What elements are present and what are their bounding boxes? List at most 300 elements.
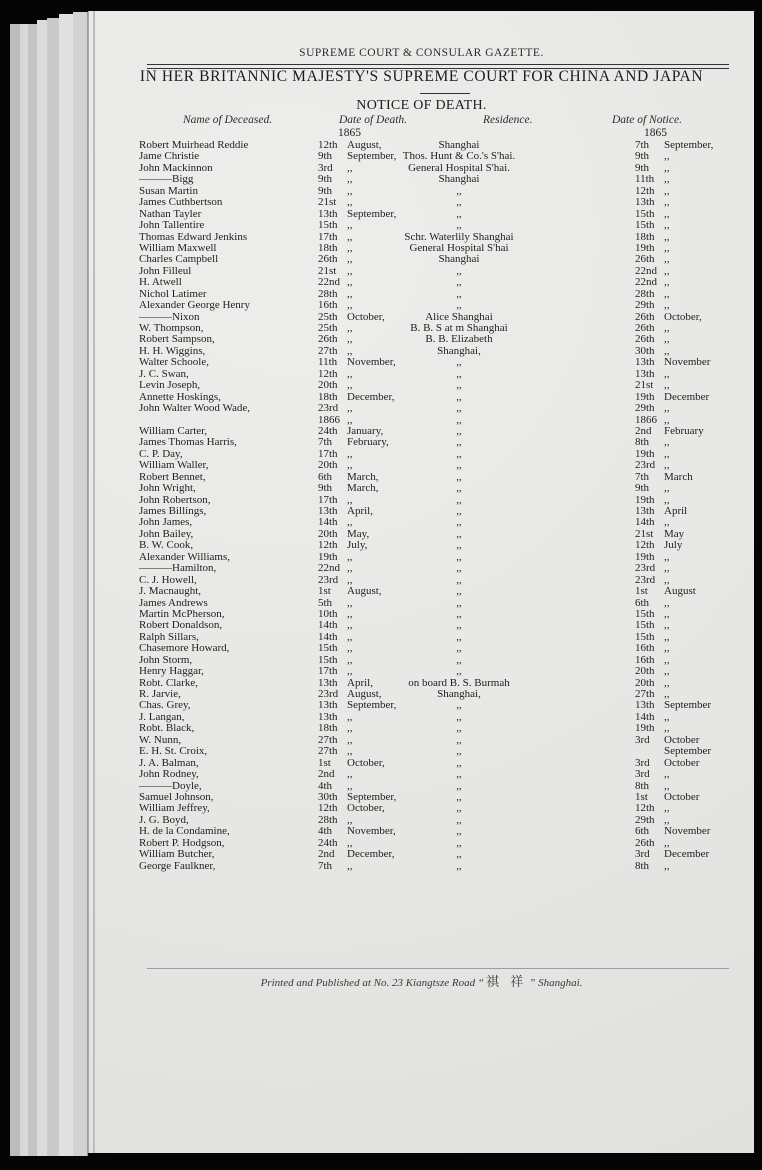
deceased-name: William Waller, [139, 459, 209, 472]
death-day: 18th [318, 722, 338, 735]
death-day: 5th [318, 596, 333, 609]
notice-month: December [664, 848, 710, 861]
page-edge [73, 12, 88, 1156]
notice-month: ,, [664, 367, 670, 380]
notice-month: ,, [664, 150, 670, 163]
notice-day: 19th [635, 493, 655, 506]
residence: ,, [456, 207, 462, 220]
deceased-name: John Rodney, [139, 768, 199, 781]
death-day: 18th [318, 241, 338, 254]
table-row [89, 723, 754, 734]
deceased-name: Henry Haggar, [139, 665, 204, 678]
deceased-name: H. Atwell [139, 276, 182, 289]
death-month: ,, [347, 619, 353, 632]
death-day: 27th [318, 745, 338, 758]
death-month: ,, [347, 230, 353, 243]
death-day: 30th [318, 790, 338, 803]
deceased-name: Chasemore Howard, [139, 642, 230, 655]
death-day: 1st [318, 756, 331, 769]
residence: ,, [456, 219, 462, 232]
deceased-name: Robert Donaldson, [139, 619, 223, 632]
residence: ,, [456, 390, 462, 403]
residence: Alice Shanghai [425, 310, 493, 323]
deceased-name: Alexander Williams, [139, 550, 230, 563]
residence: ,, [456, 379, 462, 392]
residence: ,, [456, 184, 462, 197]
notice-month: ,, [664, 607, 670, 620]
deceased-name: ———Bigg [139, 173, 194, 186]
notice-day: 3rd [635, 848, 650, 861]
notice-day: 1866 [635, 413, 657, 426]
death-day: 1866 [318, 413, 340, 426]
death-day: 17th [318, 447, 338, 460]
deceased-name: John Tallentire [139, 219, 205, 232]
notice-day: 16th [635, 642, 655, 655]
death-month: July, [347, 539, 368, 552]
residence: ,, [456, 710, 462, 723]
notice-day: 29th [635, 402, 655, 415]
death-month: ,, [347, 287, 353, 300]
notice-month: ,, [664, 665, 670, 678]
residence: ,, [456, 607, 462, 620]
residence: ,, [456, 745, 462, 758]
death-month: ,, [347, 173, 353, 186]
death-day: 15th [318, 642, 338, 655]
notice-month: ,, [664, 287, 670, 300]
death-day: 13th [318, 207, 338, 220]
death-month: ,, [347, 642, 353, 655]
deceased-name: Jame Christie [139, 150, 200, 163]
column-header-residence: Residence. [483, 114, 533, 126]
residence: ,, [456, 848, 462, 861]
death-day: 9th [318, 173, 333, 186]
column-header-death: Date of Death. [339, 114, 408, 126]
residence: ,, [456, 299, 462, 312]
death-month: September, [347, 699, 397, 712]
residence: ,, [456, 642, 462, 655]
residence: Shanghai, [437, 688, 481, 700]
death-day: 17th [318, 493, 338, 506]
death-month: May, [347, 527, 370, 540]
notice-month: ,, [664, 710, 670, 723]
table-row [89, 746, 754, 757]
notice-month: ,, [664, 630, 670, 643]
death-day: 4th [318, 825, 333, 838]
notice-month: November [664, 356, 711, 369]
deceased-name: James Andrews [139, 596, 208, 609]
deceased-name: Robert Sampson, [139, 333, 215, 346]
stacked-page-edges [10, 24, 98, 1156]
notice-day: 26th [635, 333, 655, 346]
residence: ,, [456, 733, 462, 746]
deceased-name: William Maxwell [139, 241, 217, 254]
notice-day: 29th [635, 813, 655, 826]
death-day: 13th [318, 505, 338, 517]
death-month: ,, [347, 253, 353, 266]
notice-day: 22nd [635, 264, 657, 277]
death-month: ,, [347, 402, 353, 415]
notice-month: ,, [664, 184, 670, 197]
notice-day: 19th [635, 241, 655, 254]
death-day: 12th [318, 802, 338, 815]
residence: ,, [456, 562, 462, 575]
notice-day: 14th [635, 516, 655, 529]
notice-day: 13th [635, 356, 655, 369]
notice-day: 21st [635, 527, 654, 540]
residence: Shanghai [438, 139, 480, 151]
notice-day: 15th [635, 630, 655, 643]
death-month: ,, [347, 550, 353, 563]
deceased-name: Thomas Edward Jenkins [139, 230, 248, 243]
death-day: 7th [318, 436, 333, 449]
notice-month: ,, [664, 768, 670, 781]
notice-month: ,, [664, 436, 670, 449]
residence: ,, [456, 756, 462, 769]
notice-month: ,, [664, 230, 670, 243]
notice-month: ,, [664, 722, 670, 735]
deceased-name: John James, [139, 516, 193, 529]
deceased-name: Charles Campbell [139, 253, 219, 266]
column-header-name: Name of Deceased. [183, 114, 273, 126]
death-day: 15th [318, 219, 338, 232]
death-month: ,, [347, 276, 353, 289]
death-day: 28th [318, 287, 338, 300]
death-month: February, [347, 436, 389, 449]
residence: ,, [456, 264, 462, 277]
residence: ,, [456, 665, 462, 678]
deceased-name: W. Nunn, [139, 733, 182, 746]
notice-day: 9th [635, 161, 650, 174]
deceased-name: J. Macnaught, [139, 585, 202, 598]
notice-day: 26th [635, 322, 655, 334]
death-month: March, [347, 482, 379, 495]
death-month: ,, [347, 607, 353, 620]
death-day: 14th [318, 630, 338, 643]
deceased-name: James Cuthbertson [139, 196, 223, 209]
death-month: ,, [347, 745, 353, 758]
residence: ,, [456, 779, 462, 792]
death-month: April, [347, 676, 373, 689]
notice-day: 13th [635, 196, 655, 209]
death-day: 21st [318, 264, 337, 277]
notice-day: 19th [635, 447, 655, 460]
death-month: ,, [347, 562, 353, 575]
notice-day: 19th [635, 722, 655, 735]
residence: ,, [456, 447, 462, 460]
death-month: ,, [347, 161, 353, 174]
death-month: ,, [347, 459, 353, 472]
residence: ,, [456, 527, 462, 540]
notice-month: ,, [664, 322, 670, 334]
death-day: 13th [318, 710, 338, 723]
notice-month: ,, [664, 379, 670, 392]
death-month: ,, [347, 573, 353, 586]
deceased-name: John Wright, [139, 482, 196, 495]
deceased-name: John Mackinnon [139, 161, 213, 174]
death-month: August, [347, 139, 382, 151]
death-day: 26th [318, 253, 338, 266]
death-day: 11th [318, 356, 338, 369]
notice-day: 26th [635, 836, 655, 849]
death-month: October, [347, 310, 385, 323]
notice-month: ,, [664, 402, 670, 415]
death-day: 20th [318, 379, 338, 392]
death-day: 13th [318, 699, 338, 712]
notice-day: 22nd [635, 276, 657, 289]
notice-month: September, [664, 139, 714, 151]
residence: ,, [456, 596, 462, 609]
notice-day: 2nd [635, 424, 652, 437]
death-day: 3rd [318, 161, 333, 174]
deceased-name: Susan Martin [139, 184, 198, 197]
notice-month: ,, [664, 802, 670, 815]
residence: ,, [456, 356, 462, 369]
death-day: 21st [318, 196, 337, 209]
notice-month: ,, [664, 276, 670, 289]
deceased-name: Robt. Clarke, [139, 676, 198, 689]
deceased-name: B. W. Cook, [139, 539, 194, 552]
notice-day: 3rd [635, 756, 650, 769]
residence: ,, [456, 287, 462, 300]
death-day: 28th [318, 813, 338, 826]
table-row [89, 666, 754, 677]
deceased-name: John Walter Wood Wade, [139, 402, 250, 415]
table-row [89, 300, 754, 311]
notice-month: October, [664, 310, 702, 323]
death-day: 16th [318, 299, 338, 312]
page-edge [59, 14, 74, 1156]
notice-month: ,, [664, 241, 670, 254]
notice-month: February [664, 424, 704, 437]
notice-day: 26th [635, 310, 655, 323]
death-month: ,, [347, 722, 353, 735]
notice-month: ,, [664, 344, 670, 357]
deceased-name: William Butcher, [139, 848, 215, 861]
death-day: 23rd [318, 688, 339, 700]
death-day: 17th [318, 665, 338, 678]
residence: ,, [456, 619, 462, 632]
residence: General Hospital S'hai [409, 241, 509, 254]
death-day: 9th [318, 150, 333, 163]
notice-month: ,, [664, 493, 670, 506]
death-month: August, [347, 688, 382, 700]
death-month: September, [347, 790, 397, 803]
notice-day: 11th [635, 173, 655, 186]
death-day: 15th [318, 653, 338, 666]
table-row [89, 380, 754, 391]
notice-month: ,, [664, 779, 670, 792]
notice-month: ,, [664, 859, 670, 872]
notice-day: 1st [635, 790, 648, 803]
death-day: 2nd [318, 768, 335, 781]
death-month: ,, [347, 241, 353, 254]
death-day: 27th [318, 344, 338, 357]
notice-month: October [664, 733, 700, 746]
death-month: ,, [347, 196, 353, 209]
notice-day: 12th [635, 184, 655, 197]
notice-month: July [664, 539, 683, 552]
residence: ,, [456, 413, 462, 426]
residence: Shanghai [438, 173, 480, 186]
death-month: ,, [347, 836, 353, 849]
notice-day: 8th [635, 436, 650, 449]
residence: Thos. Hunt & Co.'s S'hai. [402, 150, 516, 163]
residence: ,, [456, 630, 462, 643]
death-notice-table [89, 140, 754, 872]
death-day: 13th [318, 676, 338, 689]
death-month: ,, [347, 779, 353, 792]
notice-day: 23rd [635, 562, 656, 575]
death-month: ,, [347, 219, 353, 232]
table-row [89, 849, 754, 860]
deceased-name: John Bailey, [139, 527, 194, 540]
deceased-name: Robt. Black, [139, 722, 195, 735]
notice-month: ,, [664, 688, 670, 700]
death-day: 2nd [318, 848, 335, 861]
residence: Shanghai, [437, 344, 481, 357]
table-row [89, 403, 754, 414]
notice-month: ,, [664, 653, 670, 666]
deceased-name: John Robertson, [139, 493, 211, 506]
residence: ,, [456, 482, 462, 495]
notice-day: 12th [635, 802, 655, 815]
death-day: 9th [318, 184, 333, 197]
death-day: 6th [318, 470, 333, 483]
residence: General Hospital S'hai. [408, 161, 510, 174]
title-divider [420, 93, 470, 94]
residence: B. B. Elizabeth [425, 333, 493, 346]
notice-title: NOTICE OF DEATH. [356, 98, 487, 113]
death-month: ,, [347, 516, 353, 529]
notice-month: ,, [664, 642, 670, 655]
notice-day: 18th [635, 230, 655, 243]
deceased-name: ———Hamilton, [139, 562, 217, 575]
notice-day: 21st [635, 379, 654, 392]
deceased-name: Ralph Sillars, [139, 630, 199, 643]
residence: ,, [456, 550, 462, 563]
residence: ,, [456, 802, 462, 815]
residence: ,, [456, 573, 462, 586]
table-row [89, 861, 754, 872]
residence: ,, [456, 859, 462, 872]
death-month: March, [347, 470, 379, 483]
table-row [89, 563, 754, 574]
deceased-name: John Filleul [139, 264, 192, 277]
residence: ,, [456, 790, 462, 803]
death-month: November, [347, 356, 396, 369]
notice-day: 15th [635, 207, 655, 220]
death-month: ,, [347, 596, 353, 609]
residence: ,, [456, 825, 462, 838]
notice-month: ,, [664, 676, 670, 689]
table-row [89, 643, 754, 654]
death-day: 19th [318, 550, 338, 563]
deceased-name: H. H. Wiggins, [139, 344, 206, 357]
death-day: 10th [318, 607, 338, 620]
death-day: 9th [318, 482, 333, 495]
death-month: December, [347, 390, 395, 403]
death-month: ,, [347, 367, 353, 380]
notice-day: 3rd [635, 768, 650, 781]
residence: ,, [456, 402, 462, 415]
death-month: ,, [347, 264, 353, 277]
deceased-name: Nathan Tayler [139, 207, 202, 220]
deceased-name: Alexander George Henry [139, 299, 250, 312]
deceased-name: Walter Schoole, [139, 356, 209, 369]
death-day: 20th [318, 459, 338, 472]
residence: Schr. Waterlily Shanghai [404, 230, 514, 243]
death-month: ,, [347, 653, 353, 666]
death-day: 23rd [318, 402, 339, 415]
death-day: 25th [318, 322, 338, 334]
deceased-name: William Jeffrey, [139, 802, 210, 815]
death-month: ,, [347, 299, 353, 312]
notice-day: 13th [635, 505, 655, 517]
notice-month: December [664, 390, 710, 403]
death-month: ,, [347, 859, 353, 872]
gazette-page [88, 11, 754, 1153]
notice-month: ,, [664, 196, 670, 209]
death-year: 1865 [338, 127, 361, 139]
death-day: 17th [318, 230, 338, 243]
death-day: 12th [318, 367, 338, 380]
deceased-name: H. de la Condamine, [139, 825, 230, 838]
death-month: ,, [347, 493, 353, 506]
death-day: 18th [318, 390, 338, 403]
death-day: 27th [318, 733, 338, 746]
notice-day: 3rd [635, 733, 650, 746]
notice-day: 15th [635, 619, 655, 632]
deceased-name: W. Thompson, [139, 322, 204, 334]
death-day: 4th [318, 779, 333, 792]
death-month: ,, [347, 447, 353, 460]
death-month: ,, [347, 768, 353, 781]
deceased-name: Levin Joseph, [139, 379, 201, 392]
notice-day: 19th [635, 550, 655, 563]
notice-month: ,, [664, 573, 670, 586]
death-day: 1st [318, 585, 331, 598]
residence: ,, [456, 367, 462, 380]
notice-month: ,, [664, 161, 670, 174]
deceased-name: George Faulkner, [139, 859, 216, 872]
death-month: September, [347, 207, 397, 220]
notice-month: ,, [664, 219, 670, 232]
notice-day: 13th [635, 367, 655, 380]
residence: ,, [456, 436, 462, 449]
deceased-name: C. P. Day, [139, 447, 183, 460]
residence: Shanghai [438, 253, 480, 266]
death-month: ,, [347, 379, 353, 392]
death-day: 25th [318, 310, 338, 323]
death-day: 22nd [318, 276, 340, 289]
notice-month: ,, [664, 836, 670, 849]
death-day: 14th [318, 516, 338, 529]
deceased-name: John Storm, [139, 653, 193, 666]
notice-day: 15th [635, 607, 655, 620]
death-month: October, [347, 802, 385, 815]
death-month: January, [347, 424, 384, 437]
death-month: ,, [347, 184, 353, 197]
death-day: 12th [318, 139, 338, 151]
residence: ,, [456, 722, 462, 735]
deceased-name: Chas. Grey, [139, 699, 191, 712]
notice-day: 27th [635, 688, 655, 700]
residence: ,, [456, 653, 462, 666]
notice-day: 9th [635, 150, 650, 163]
table-row [89, 277, 754, 288]
death-day: 22nd [318, 562, 340, 575]
column-header-notice: Date of Notice. [612, 114, 682, 126]
